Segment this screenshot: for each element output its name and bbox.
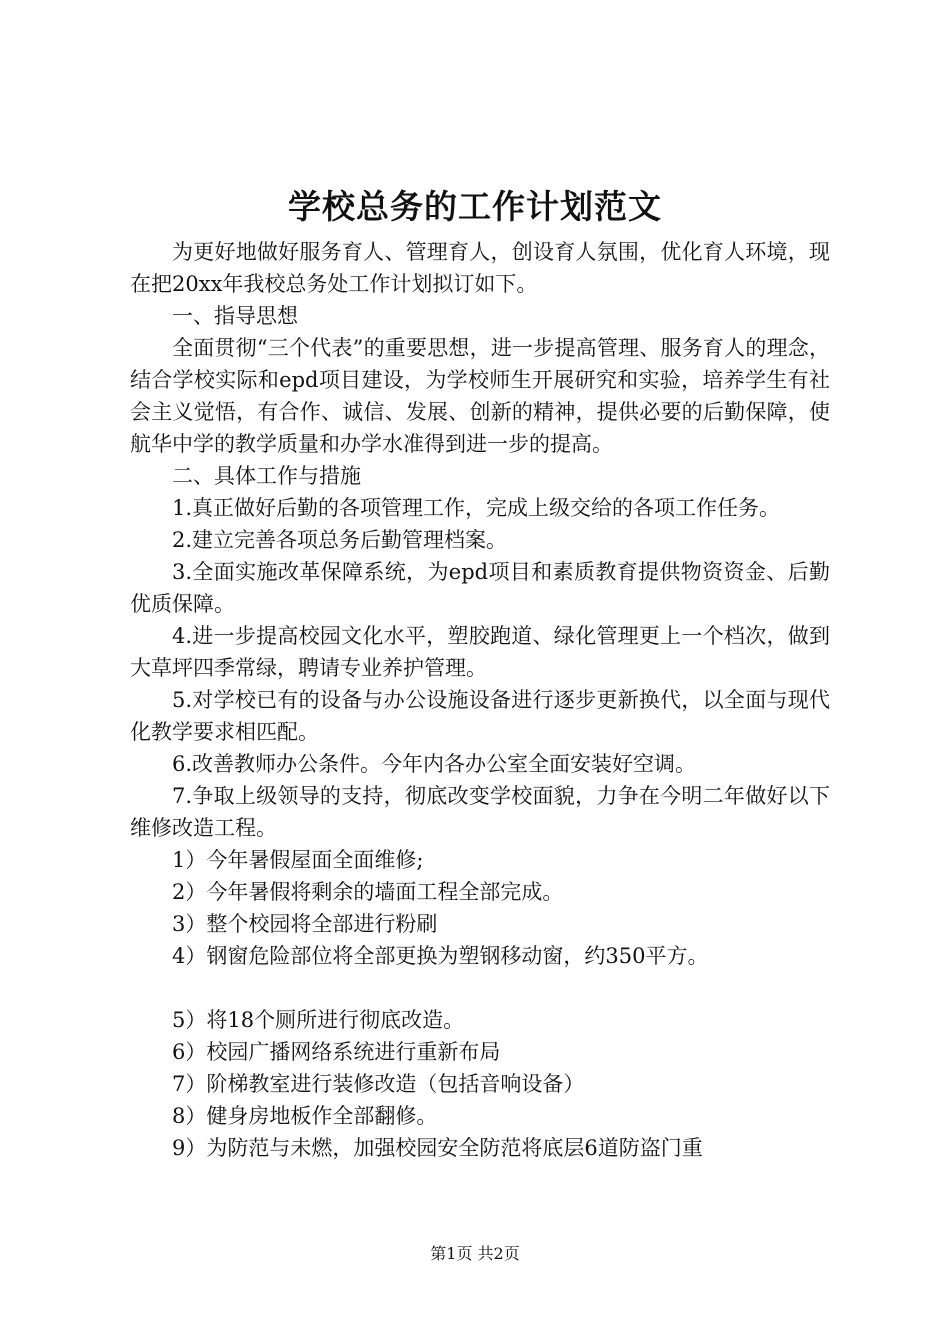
document-title: 学校总务的工作计划范文	[288, 187, 662, 226]
measure-item-3: 3.全面实施改革保障系统，为epd项目和素质教育提供物资资金、后勤优质保障。	[130, 560, 830, 616]
repair-item-6: 6）校园广播网络系统进行重新布局	[172, 1040, 501, 1064]
repair-item-1: 1）今年暑假屋面全面维修;	[172, 848, 424, 872]
section-heading-measures: 二、具体工作与措施	[172, 464, 361, 488]
paragraph-intro: 为更好地做好服务育人、管理育人，创设育人氛围，优化育人环境，现在把20xx年我校总务处工作计划拟订如下。	[130, 240, 830, 296]
repair-item-4: 4）钢窗危险部位将全部更换为塑钢移动窗，约350平方。	[172, 944, 709, 968]
repair-item-9: 9）为防范与未燃，加强校园安全防范将底层6道防盗门重	[172, 1136, 703, 1160]
document-body	[130, 236, 830, 1164]
section-heading-guiding-thought: 一、指导思想	[172, 304, 298, 328]
measure-item-2: 2.建立完善各项总务后勤管理档案。	[172, 528, 508, 552]
measure-item-7: 7.争取上级领导的支持，彻底改变学校面貌，力争在今明二年做好以下维修改造工程。	[130, 784, 830, 840]
blank-line	[130, 972, 830, 1004]
repair-item-8: 8）健身房地板作全部翻修。	[172, 1104, 438, 1128]
repair-item-5: 5）将18个厕所进行彻底改造。	[172, 1008, 465, 1032]
measure-item-6: 6.改善教师办公条件。今年内各办公室全面安装好空调。	[172, 752, 697, 776]
repair-item-7: 7）阶梯教室进行装修改造（包括音响设备）	[172, 1072, 585, 1096]
repair-item-3: 3）整个校园将全部进行粉刷	[172, 912, 438, 936]
measure-item-1: 1.真正做好后勤的各项管理工作，完成上级交给的各项工作任务。	[172, 496, 781, 520]
repair-item-2: 2）今年暑假将剩余的墙面工程全部完成。	[172, 880, 564, 904]
page-footer: 第1页 共2页	[430, 1244, 520, 1263]
paragraph-guiding-thought: 全面贯彻“三个代表”的重要思想，进一步提高管理、服务育人的理念，结合学校实际和epd项目建设，为学校师生开展研究和实验，培养学生有社会主义觉悟，有合作、诚信、发展、创新的精神，提供必要的后勤保障，使航华中学的教学质量和办学水准得到进一步的提高。	[130, 336, 830, 456]
measure-item-5: 5.对学校已有的设备与办公设施设备进行逐步更新换代，以全面与现代化教学要求相匹配。	[130, 688, 830, 744]
measure-item-4: 4.进一步提高校园文化水平，塑胶跑道、绿化管理更上一个档次，做到大草坪四季常绿，聘请专业养护管理。	[130, 624, 830, 680]
